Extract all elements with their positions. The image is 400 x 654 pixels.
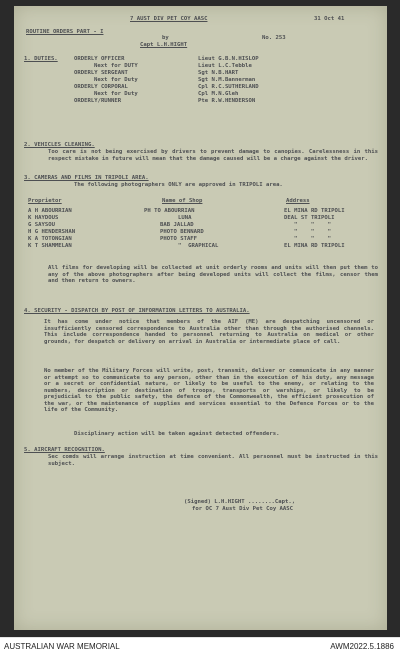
- security-text-1: It has come under notice that members of the AIF (ME) are despatching uncensored or insufficiently censored correspondence to Australia other than through the authorised channels. This include correspondence handed to personnel returning to Australia on medical or other grounds, for despatch or delivery on arrival in Australia or intermediate place of call.: [44, 319, 374, 345]
- duty-name: Sgt N.B.HART: [198, 70, 239, 76]
- photographer-shop: PHOTO STAFF: [160, 236, 198, 242]
- archive-name: AUSTRALIAN WAR MEMORIAL: [4, 642, 120, 651]
- duties-heading: 1. DUTIES.: [24, 56, 58, 62]
- photographer-proprietor: K T SHAMMELAN: [28, 243, 72, 249]
- duty-role: ORDERLY/RUNNER: [74, 98, 122, 104]
- archive-footer: [0, 637, 400, 654]
- duty-name: Cpl R.C.SUTHERLAND: [198, 84, 259, 90]
- photographer-address: EL MINA RD TRIPOLI: [284, 243, 345, 249]
- duty-name: Pte R.W.HENDERSON: [198, 98, 256, 104]
- vehicles-text: Too care is not being exercised by drivers to prevent damage to canopies. Carelessness in this respect mistake in future will mean that the damage caused will be a charge against the driver.: [48, 149, 378, 162]
- document-page: [14, 6, 387, 630]
- photographer-address: " " ": [294, 222, 332, 228]
- security-heading: 4. SECURITY - DISPATCH BY POST OF INFORMATION LETTERS TO AUSTRALIA.: [24, 308, 250, 314]
- col-header-shop: Name of Shop: [162, 198, 203, 204]
- aircraft-text: Sec comds will arrange instruction at time convenient. All personnel must be instructed in this subject.: [48, 454, 378, 467]
- duty-role: Next for Duty: [94, 77, 138, 83]
- duty-role: Next for DUTY: [94, 63, 138, 69]
- duty-role: ORDERLY SERGEANT: [74, 70, 128, 76]
- col-header-proprietor: Proprietor: [28, 198, 62, 204]
- cameras-text: All films for developing will be collected at unit orderly rooms and units will then put them to any of the above photographers after being developed units will collect the films, censor them and then return to owners.: [48, 265, 378, 284]
- vehicles-heading: 2. VEHICLES CLEANING.: [24, 142, 95, 148]
- col-header-address: Address: [286, 198, 310, 204]
- accession-number: AWM2022.5.1886: [330, 642, 394, 651]
- security-text-2: No member of the Military Forces will write, post, transmit, deliver or communicate in any manner or attempt so to communicate to any person, other than in the execution of his duty, any message or a secret or confidential nature, or likely to be useful to the enemy, or relating to the numbers, description or destination of troops, transports or warships, or likely to be prejudicial to the public safety, the defence of the Commonwealth, the efficient prosecution of the war, or the maintenance of supplies and services essential to the Defence Forces or to the life of the Community.: [44, 368, 374, 413]
- aircraft-heading: 5. AIRCRAFT RECOGNITION.: [24, 447, 105, 453]
- commander-name: Capt L.H.HIGHT: [140, 42, 188, 48]
- document-date: 31 Oct 41: [314, 16, 345, 22]
- duty-role: ORDERLY CORPORAL: [74, 84, 128, 90]
- cameras-intro: The following photographers ONLY are approved in TRIPOLI area.: [74, 182, 283, 188]
- photographer-address: " " ": [294, 236, 332, 242]
- duty-role: ORDERLY OFFICER: [74, 56, 125, 62]
- signature-line: (Signed) L.H.HIGHT ........Capt.,: [184, 499, 296, 505]
- unit-title: 7 AUST DIV PET COY AASC: [130, 16, 208, 22]
- photographer-shop: PHOTO BENNARD: [160, 229, 204, 235]
- photographer-shop: " GRAPHICAL: [178, 243, 219, 249]
- duty-name: Lieut L.C.Tebble: [198, 63, 252, 69]
- photographer-address: DEAL ST TRIPOLI: [284, 215, 335, 221]
- duty-role: Next for Duty: [94, 91, 138, 97]
- photographer-shop: BAB JALLAD: [160, 222, 194, 228]
- photographer-proprietor: H G HENDERSHAN: [28, 229, 76, 235]
- by-label: by: [162, 35, 169, 41]
- photographer-address: " " ": [294, 229, 332, 235]
- photographer-proprietor: K HAYDOUS: [28, 215, 59, 221]
- photographer-shop: LUNA: [178, 215, 192, 221]
- photographer-address: EL MINA RD TRIPOLI: [284, 208, 345, 214]
- duty-name: Sgt N.M.Bannerman: [198, 77, 256, 83]
- security-text-3: Disciplinary action will be taken against detected offenders.: [74, 431, 280, 437]
- photographer-proprietor: K A TOTONGIAN: [28, 236, 72, 242]
- photographer-shop: PH TO ABOURRIAN: [144, 208, 195, 214]
- order-number: No. 253: [262, 35, 286, 41]
- cameras-heading: 3. CAMERAS AND FILMS IN TRIPOLI AREA.: [24, 175, 149, 181]
- photographer-proprietor: G SAYSOU: [28, 222, 55, 228]
- orders-title: ROUTINE ORDERS PART - I: [26, 29, 104, 35]
- duty-name: Cpl M.N.Gleh: [198, 91, 239, 97]
- photographer-proprietor: A H ABOURRIAN: [28, 208, 72, 214]
- signature-unit: for OC 7 Aust Div Pet Coy AASC: [192, 506, 294, 512]
- duty-name: Lieut G.B.N.HISLOP: [198, 56, 259, 62]
